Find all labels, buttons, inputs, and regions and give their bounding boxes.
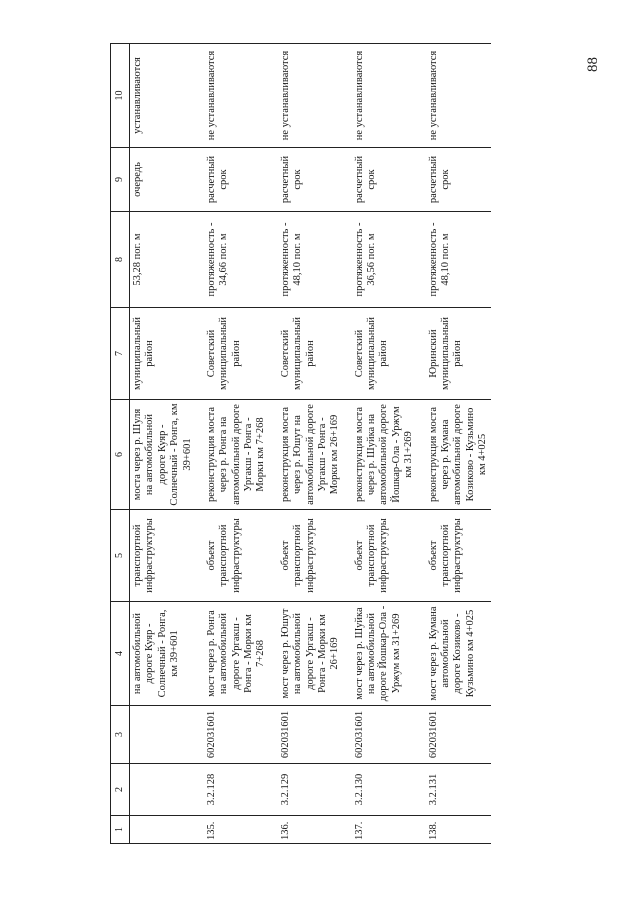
cell-num: 135. <box>196 816 270 844</box>
cell-oktmo: 602031601 <box>270 706 344 764</box>
cell-purpose: реконструкция моста через р. Шуйка на автомобильной дороге Йошкар-Ола - Уржум км 31+269 <box>344 400 418 510</box>
cell-name: мост через р. Юшут на автомобильной дороге Ургакш - Ронга - Морки км 26+169 <box>270 602 344 706</box>
cell-location: муниципальный район <box>130 308 196 400</box>
cell-zones: не устанавливаются <box>196 44 270 148</box>
cell-num: 138. <box>418 816 492 844</box>
cell-characteristics: протяженность - 48,10 пог. м <box>418 212 492 308</box>
col-header: 7 <box>111 308 130 400</box>
table-row <box>418 44 492 844</box>
cell-type: объект транспортной инфраструктуры <box>196 510 270 602</box>
cell-name: мост через р. Ронга на автомобильной дороге Ургакш - Ронга - Морки км 7+268 <box>196 602 270 706</box>
cell-characteristics: протяженность - 34,66 пог. м <box>196 212 270 308</box>
cell-code: 3.2.131 <box>418 764 492 816</box>
col-header: 9 <box>111 148 130 212</box>
col-header: 6 <box>111 400 130 510</box>
cell-term: расчетный срок <box>196 148 270 212</box>
cell-purpose: реконструкция моста через р. Кумана автомобильной дороге Козиково - Кузьмино км 4+025 <box>418 400 492 510</box>
cell-name: мост через р. Шуйка на автомобильной дороге Йошкар-Ола - Уржум км 31+269 <box>344 602 418 706</box>
cell-type: объект транспортной инфраструктуры <box>270 510 344 602</box>
cell-type: объект транспортной инфраструктуры <box>418 510 492 602</box>
cell-purpose: реконструкция моста через р. Юшут на автомобильной дороге Ургакш - Ронга - Морки км 26+169 <box>270 400 344 510</box>
cell-num: 136. <box>270 816 344 844</box>
table-row <box>344 44 418 844</box>
cell-code: 3.2.128 <box>196 764 270 816</box>
page-number: 88 <box>585 57 601 72</box>
cell-oktmo: 602031601 <box>196 706 270 764</box>
cell-purpose: реконструкция моста через р. Ронга на автомобильной дороге Ургакш - Ронга - Морки км 7+268 <box>196 400 270 510</box>
cell-oktmo: 602031601 <box>344 706 418 764</box>
cell-location: Советский муниципальный район <box>344 308 418 400</box>
col-header: 4 <box>111 602 130 706</box>
cell-characteristics: протяженность - 36,56 пог. м <box>344 212 418 308</box>
cell-term: расчетный срок <box>418 148 492 212</box>
cell-location: Советский муниципальный район <box>270 308 344 400</box>
objects-table <box>110 43 491 844</box>
table-row <box>196 44 270 844</box>
cell-term: расчетный срок <box>344 148 418 212</box>
cell-term: расчетный срок <box>270 148 344 212</box>
table-header <box>111 44 130 844</box>
cell-code: 3.2.129 <box>270 764 344 816</box>
col-header: 8 <box>111 212 130 308</box>
cell-name: мост через р. Кумана автомобильной дороге Козиково - Кузьмино км 4+025 <box>418 602 492 706</box>
col-header: 5 <box>111 510 130 602</box>
cell-zones: не устанавливаются <box>418 44 492 148</box>
cell-characteristics: протяженность - 48,10 пог. м <box>270 212 344 308</box>
col-header: 10 <box>111 44 130 148</box>
col-header: 3 <box>111 706 130 764</box>
cell-num: 137. <box>344 816 418 844</box>
cell-zones: не устанавливаются <box>270 44 344 148</box>
cell-zones: устанавливаются <box>130 44 196 148</box>
table-row <box>270 44 344 844</box>
table-row-continuation <box>130 44 196 844</box>
cell-location: Юринский муниципальный район <box>418 308 492 400</box>
cell-location: Советский муниципальный район <box>196 308 270 400</box>
cell-type: объект транспортной инфраструктуры <box>344 510 418 602</box>
col-header: 1 <box>111 816 130 844</box>
rotated-table-wrapper <box>110 44 530 844</box>
cell-term: очередь <box>130 148 196 212</box>
cell-type: транспортной инфраструктуры <box>130 510 196 602</box>
cell-zones: не устанавливаются <box>344 44 418 148</box>
cell-oktmo: 602031601 <box>418 706 492 764</box>
cell-purpose: моста через р. Шуля на автомобильной дороге Куяр - Солнечный - Ронга, км 39+601 <box>130 400 196 510</box>
cell-characteristics: 53,28 пог. м <box>130 212 196 308</box>
cell-code: 3.2.130 <box>344 764 418 816</box>
cell-name: на автомобильной дороге Куяр - Солнечный - Ронга, км 39+601 <box>130 602 196 706</box>
col-header: 2 <box>111 764 130 816</box>
